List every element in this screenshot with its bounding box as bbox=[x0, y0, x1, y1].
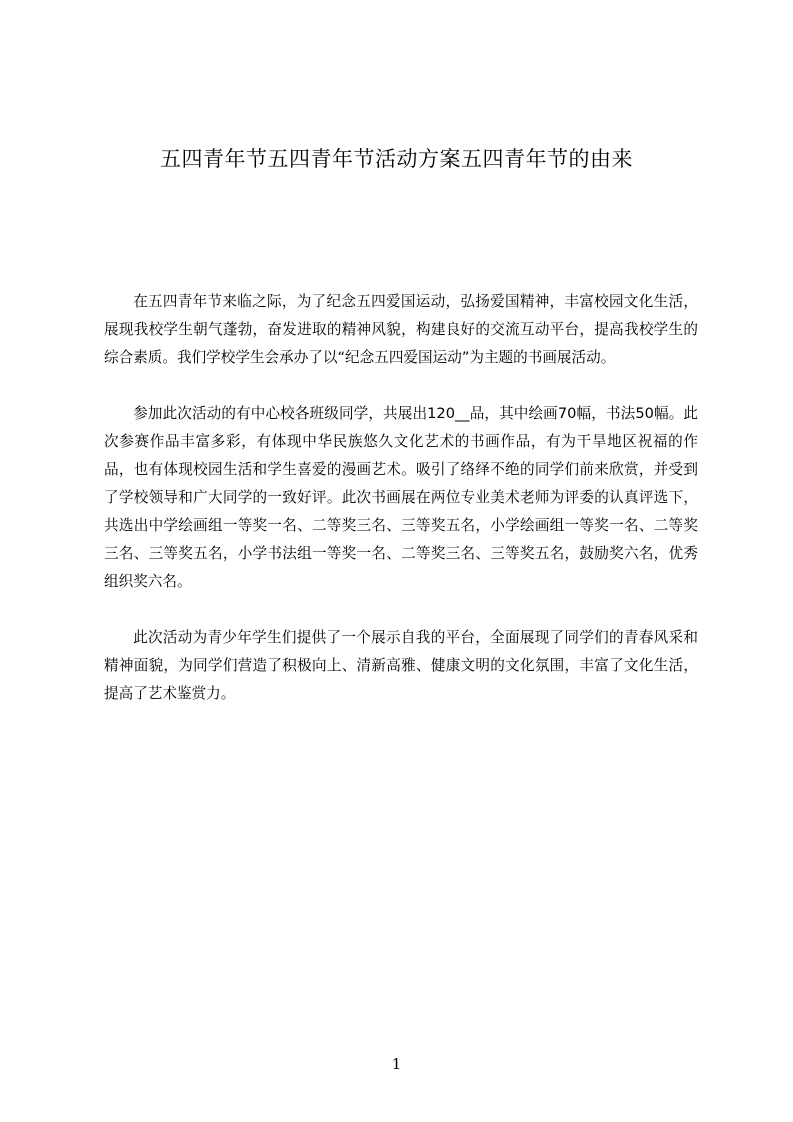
paragraph-intro: 在五四青年节来临之际，为了纪念五四爱国运动，弘扬爱国精神，丰富校园文化生活，展现我校学生朝气蓬勃，奋发进取的精神风貌，构建良好的交流互动平台，提高我校学生的综合素质。我们学校学生会承办了以“纪念五四爱国运动”为主题的书画展活动。 bbox=[104, 293, 698, 366]
paragraph-participation: 参加此次活动的有中心校各班级同学，共展出120__品，其中绘画70幅，书法50幅。此次参赛作品丰富多彩，有体现中华民族悠久文化艺术的书画作品，有为干旱地区祝福的作品，也有体现校园生活和学生喜爱的漫画艺术。吸引了络绎不绝的同学们前来欣赏，并受到了学校领导和广大同学的一致好评。此次书画展在两位专业美术老师为评委的认真评选下，共选出中学绘画组一等奖一名、二等奖三名、三等奖五名，小学绘画组一等奖一名、二等奖三名、三等奖五名，小学书法组一等奖一名、二等奖三名、三等奖五名，鼓励奖六名，优秀组织奖六名。 bbox=[104, 405, 698, 590]
paragraph-conclusion: 此次活动为青少年学生们提供了一个展示自我的平台，全面展现了同学们的青春风采和精神面貌，为同学们营造了积极向上、清新高雅、健康文明的文化氛围，丰富了文化生活，提高了艺术鉴赏力。 bbox=[104, 629, 698, 702]
page-number: 1 bbox=[391, 1055, 402, 1073]
document-body bbox=[104, 288, 698, 736]
document-title: 五四青年节五四青年节活动方案五四青年节的由来 bbox=[160, 147, 633, 171]
